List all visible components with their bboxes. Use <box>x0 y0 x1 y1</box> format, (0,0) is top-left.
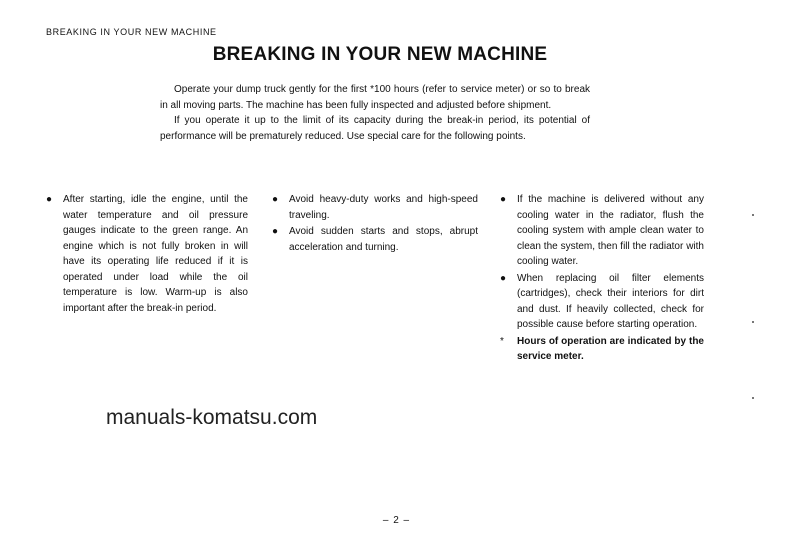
list-item-text: If the machine is delivered without any cooling water in the radiator, flush the cooling system with ample clean water to clean the system, then fill the radiator with cooling water. <box>517 194 704 267</box>
list-item-text: Avoid sudden starts and stops, abrupt acceleration and turning. <box>289 226 478 253</box>
list-item-text: Avoid heavy-duty works and high-speed traveling. <box>289 194 478 221</box>
list-item-text: When replacing oil filter elements (cartridges), check their interiors for dirt and dust. If heavily collected, check for possible cause before starting operation. <box>517 272 704 330</box>
bullet-icon: ● <box>500 272 507 284</box>
scan-speck <box>752 397 754 399</box>
scan-speck <box>752 321 754 323</box>
list-item <box>272 192 478 223</box>
intro-paragraph: Operate your dump truck gently for the first *100 hours (refer to service meter) or so to break in all moving parts. The machine has been fully inspected and adjusted before shipment. <box>160 84 590 111</box>
intro-section <box>160 82 590 144</box>
list-item <box>500 334 704 365</box>
bullet-icon: ● <box>272 226 279 237</box>
intro-paragraph: If you operate it up to the limit of its capacity during the break-in period, its potential of performance will be prematurely reduced. Use special care for the following points. <box>160 115 590 142</box>
bullet-icon: ● <box>500 194 507 205</box>
watermark: manuals-komatsu.com <box>106 406 318 429</box>
list-item-text: Hours of operation are indicated by the service meter. <box>517 335 704 362</box>
asterisk-icon: * <box>500 335 504 347</box>
column-1 <box>46 192 248 317</box>
bullet-icon: ● <box>46 194 53 205</box>
list-item <box>500 192 704 270</box>
list-item <box>500 271 704 333</box>
running-head: BREAKING IN YOUR NEW MACHINE <box>46 27 217 37</box>
page-title: BREAKING IN YOUR NEW MACHINE <box>212 44 548 65</box>
list-item <box>272 224 478 255</box>
column-2 <box>272 192 478 256</box>
scan-speck <box>752 214 754 216</box>
list-item-text: After starting, idle the engine, until the water temperature and oil pressure gauges indicate to the green range. An engine which is not fully broken in will have its operating life reduced if it is operated under load while the oil temperature is low. Warm-up is also important after the break-in period. <box>63 194 248 314</box>
column-3 <box>500 192 704 366</box>
list-item <box>46 192 248 316</box>
bullet-icon: ● <box>272 194 279 205</box>
page-number: – 2 – <box>382 515 411 526</box>
